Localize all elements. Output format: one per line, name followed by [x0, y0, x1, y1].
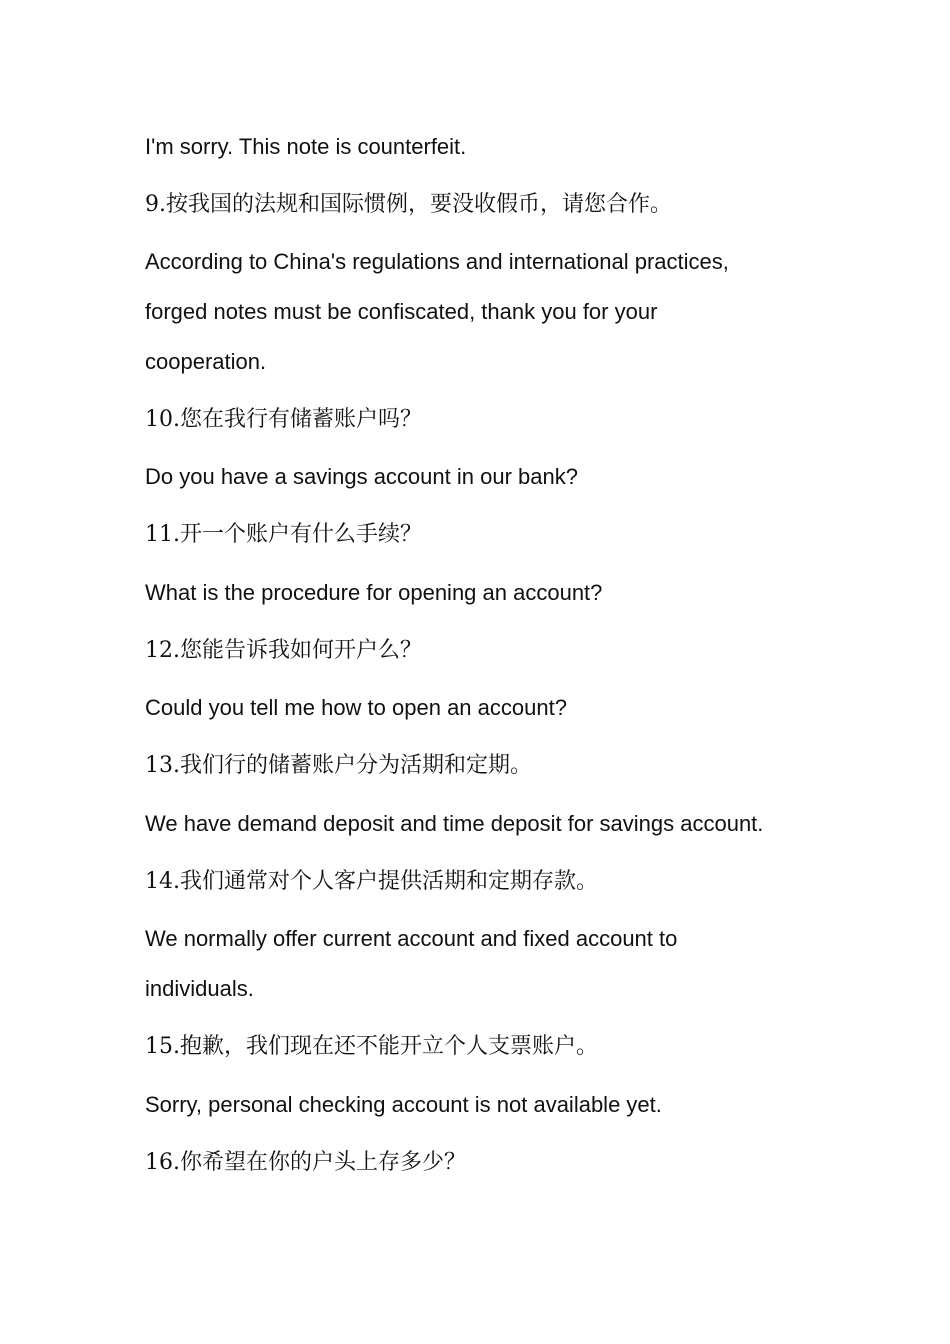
text-line: Do you have a savings account in our bank? — [145, 464, 578, 489]
text-line: forged notes must be confiscated, thank you for your — [145, 299, 658, 324]
text-line: 11.开一个账户有什么手续？ — [145, 522, 422, 547]
text-line: I'm sorry. This note is counterfeit. — [145, 134, 467, 159]
text-line: According to China's regulations and international practices, — [145, 249, 729, 274]
text-line: cooperation. — [145, 349, 267, 374]
text-line: 15.抱歉，我们现在还不能开立个人支票账户。 — [145, 1034, 598, 1059]
text-line: We have demand deposit and time deposit for savings account. — [145, 811, 764, 836]
text-line: 10.您在我行有储蓄账户吗？ — [145, 407, 422, 432]
text-line: Could you tell me how to open an account? — [145, 695, 567, 720]
text-line: individuals. — [145, 976, 254, 1001]
text-line: 13.我们行的储蓄账户分为活期和定期。 — [145, 753, 532, 778]
text-line: We normally offer current account and fixed account to — [145, 926, 678, 951]
text-line: 9.按我国的法规和国际惯例，要没收假币，请您合作。 — [145, 192, 672, 217]
text-line: 12.您能告诉我如何开户么？ — [145, 638, 422, 663]
text-line: Sorry, personal checking account is not available yet. — [145, 1092, 662, 1117]
text-line: What is the procedure for opening an account? — [145, 580, 603, 605]
text-line: 16.你希望在你的户头上存多少？ — [145, 1150, 466, 1175]
text-line: 14.我们通常对个人客户提供活期和定期存款。 — [145, 869, 598, 894]
